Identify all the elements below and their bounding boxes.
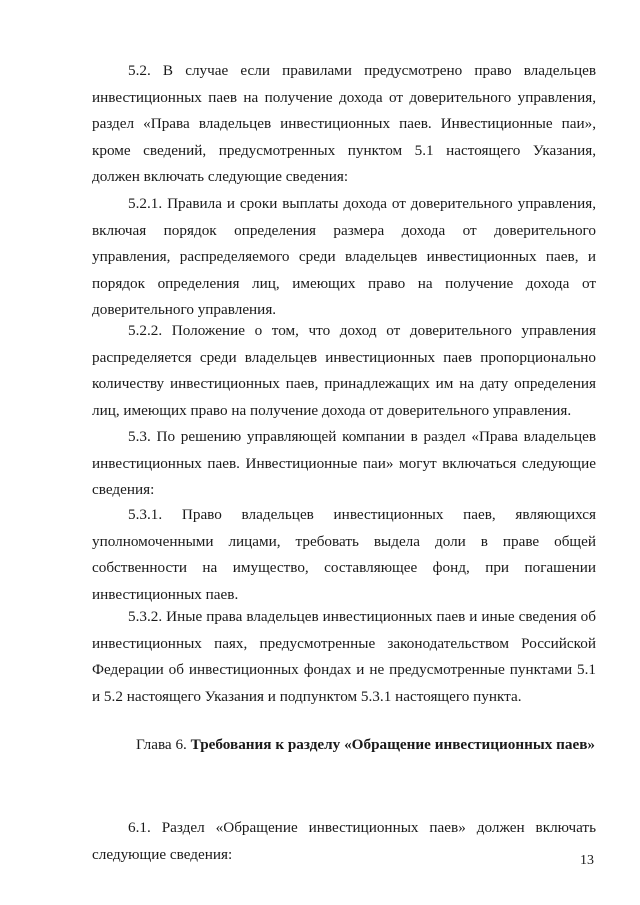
text-line: Федерации об инвестиционных фондах и не предусмотренные пунктами 5.1 — [92, 661, 596, 679]
text-line: порядок определения лиц, имеющих право на получение дохода от — [92, 274, 596, 292]
text-line: инвестиционных паев. — [92, 585, 239, 603]
paragraph-5-3-1 — [92, 502, 596, 608]
text-line: собственности на имущество, составляющее фонд, при погашении — [92, 559, 596, 577]
chapter-6-prefix: Глава 6. — [136, 736, 191, 753]
paragraph-5-2-1 — [92, 191, 596, 324]
text-line: управления, распределяемого среди владельцев инвестиционных паев, и — [92, 248, 596, 266]
text-line: 5.2. В случае если правилами предусмотрено право владельцев — [128, 62, 596, 79]
text-line: следующие сведения: — [92, 845, 233, 863]
text-line: должен включать следующие сведения: — [92, 168, 349, 186]
paragraph-5-3 — [92, 424, 596, 504]
text-line: 5.2.1. Правила и сроки выплаты дохода от доверительного управления, — [128, 195, 596, 212]
text-line: 6.1. Раздел «Обращение инвестиционных паев» должен включать — [128, 819, 596, 836]
text-line: 5.3. По решению управляющей компании в раздел «Права владельцев — [128, 428, 596, 445]
chapter-6-heading — [136, 732, 595, 759]
text-line: раздел «Права владельцев инвестиционных паев. Инвестиционные паи», — [92, 115, 596, 133]
chapter-6-title: Требования к разделу «Обращение инвестиционных паев» — [190, 736, 596, 753]
paragraph-5-2 — [92, 58, 596, 191]
text-line: инвестиционных паев. Инвестиционные паи» могут включаться следующие — [92, 454, 596, 472]
text-line: лиц, имеющих право на получение дохода от доверительного управления. — [92, 401, 572, 419]
paragraph-6-1 — [92, 815, 596, 868]
text-line: количеству инвестиционных паев, принадлежащих им на дату определения — [92, 375, 596, 393]
paragraph-5-3-2 — [92, 604, 596, 710]
text-line: распределяется среди владельцев инвестиционных паев пропорционально — [92, 348, 596, 366]
text-line: кроме сведений, предусмотренных пунктом 5.1 настоящего Указания, — [92, 141, 596, 159]
text-line: уполномоченными лицами, требовать выдела доли в праве общей — [92, 532, 596, 550]
text-line: инвестиционных паев на получение дохода от доверительного управления, — [92, 88, 596, 106]
text-line: инвестиционных паях, предусмотренные законодательством Российской — [92, 634, 596, 652]
text-line: 5.3.2. Иные права владельцев инвестиционных паев и иные сведения об — [128, 608, 596, 625]
paragraph-5-2-2 — [92, 318, 596, 424]
page-number: 13 — [580, 853, 594, 868]
text-line: 5.2.2. Положение о том, что доход от доверительного управления — [128, 322, 596, 339]
text-line: сведения: — [92, 481, 155, 499]
text-line: 5.3.1. Право владельцев инвестиционных паев, являющихся — [128, 506, 596, 523]
text-line: и 5.2 настоящего Указания и подпунктом 5.3.1 настоящего пункта. — [92, 687, 522, 705]
text-line: доверительного управления. — [92, 301, 277, 319]
text-line: включая порядок определения размера дохода от доверительного — [92, 221, 596, 239]
